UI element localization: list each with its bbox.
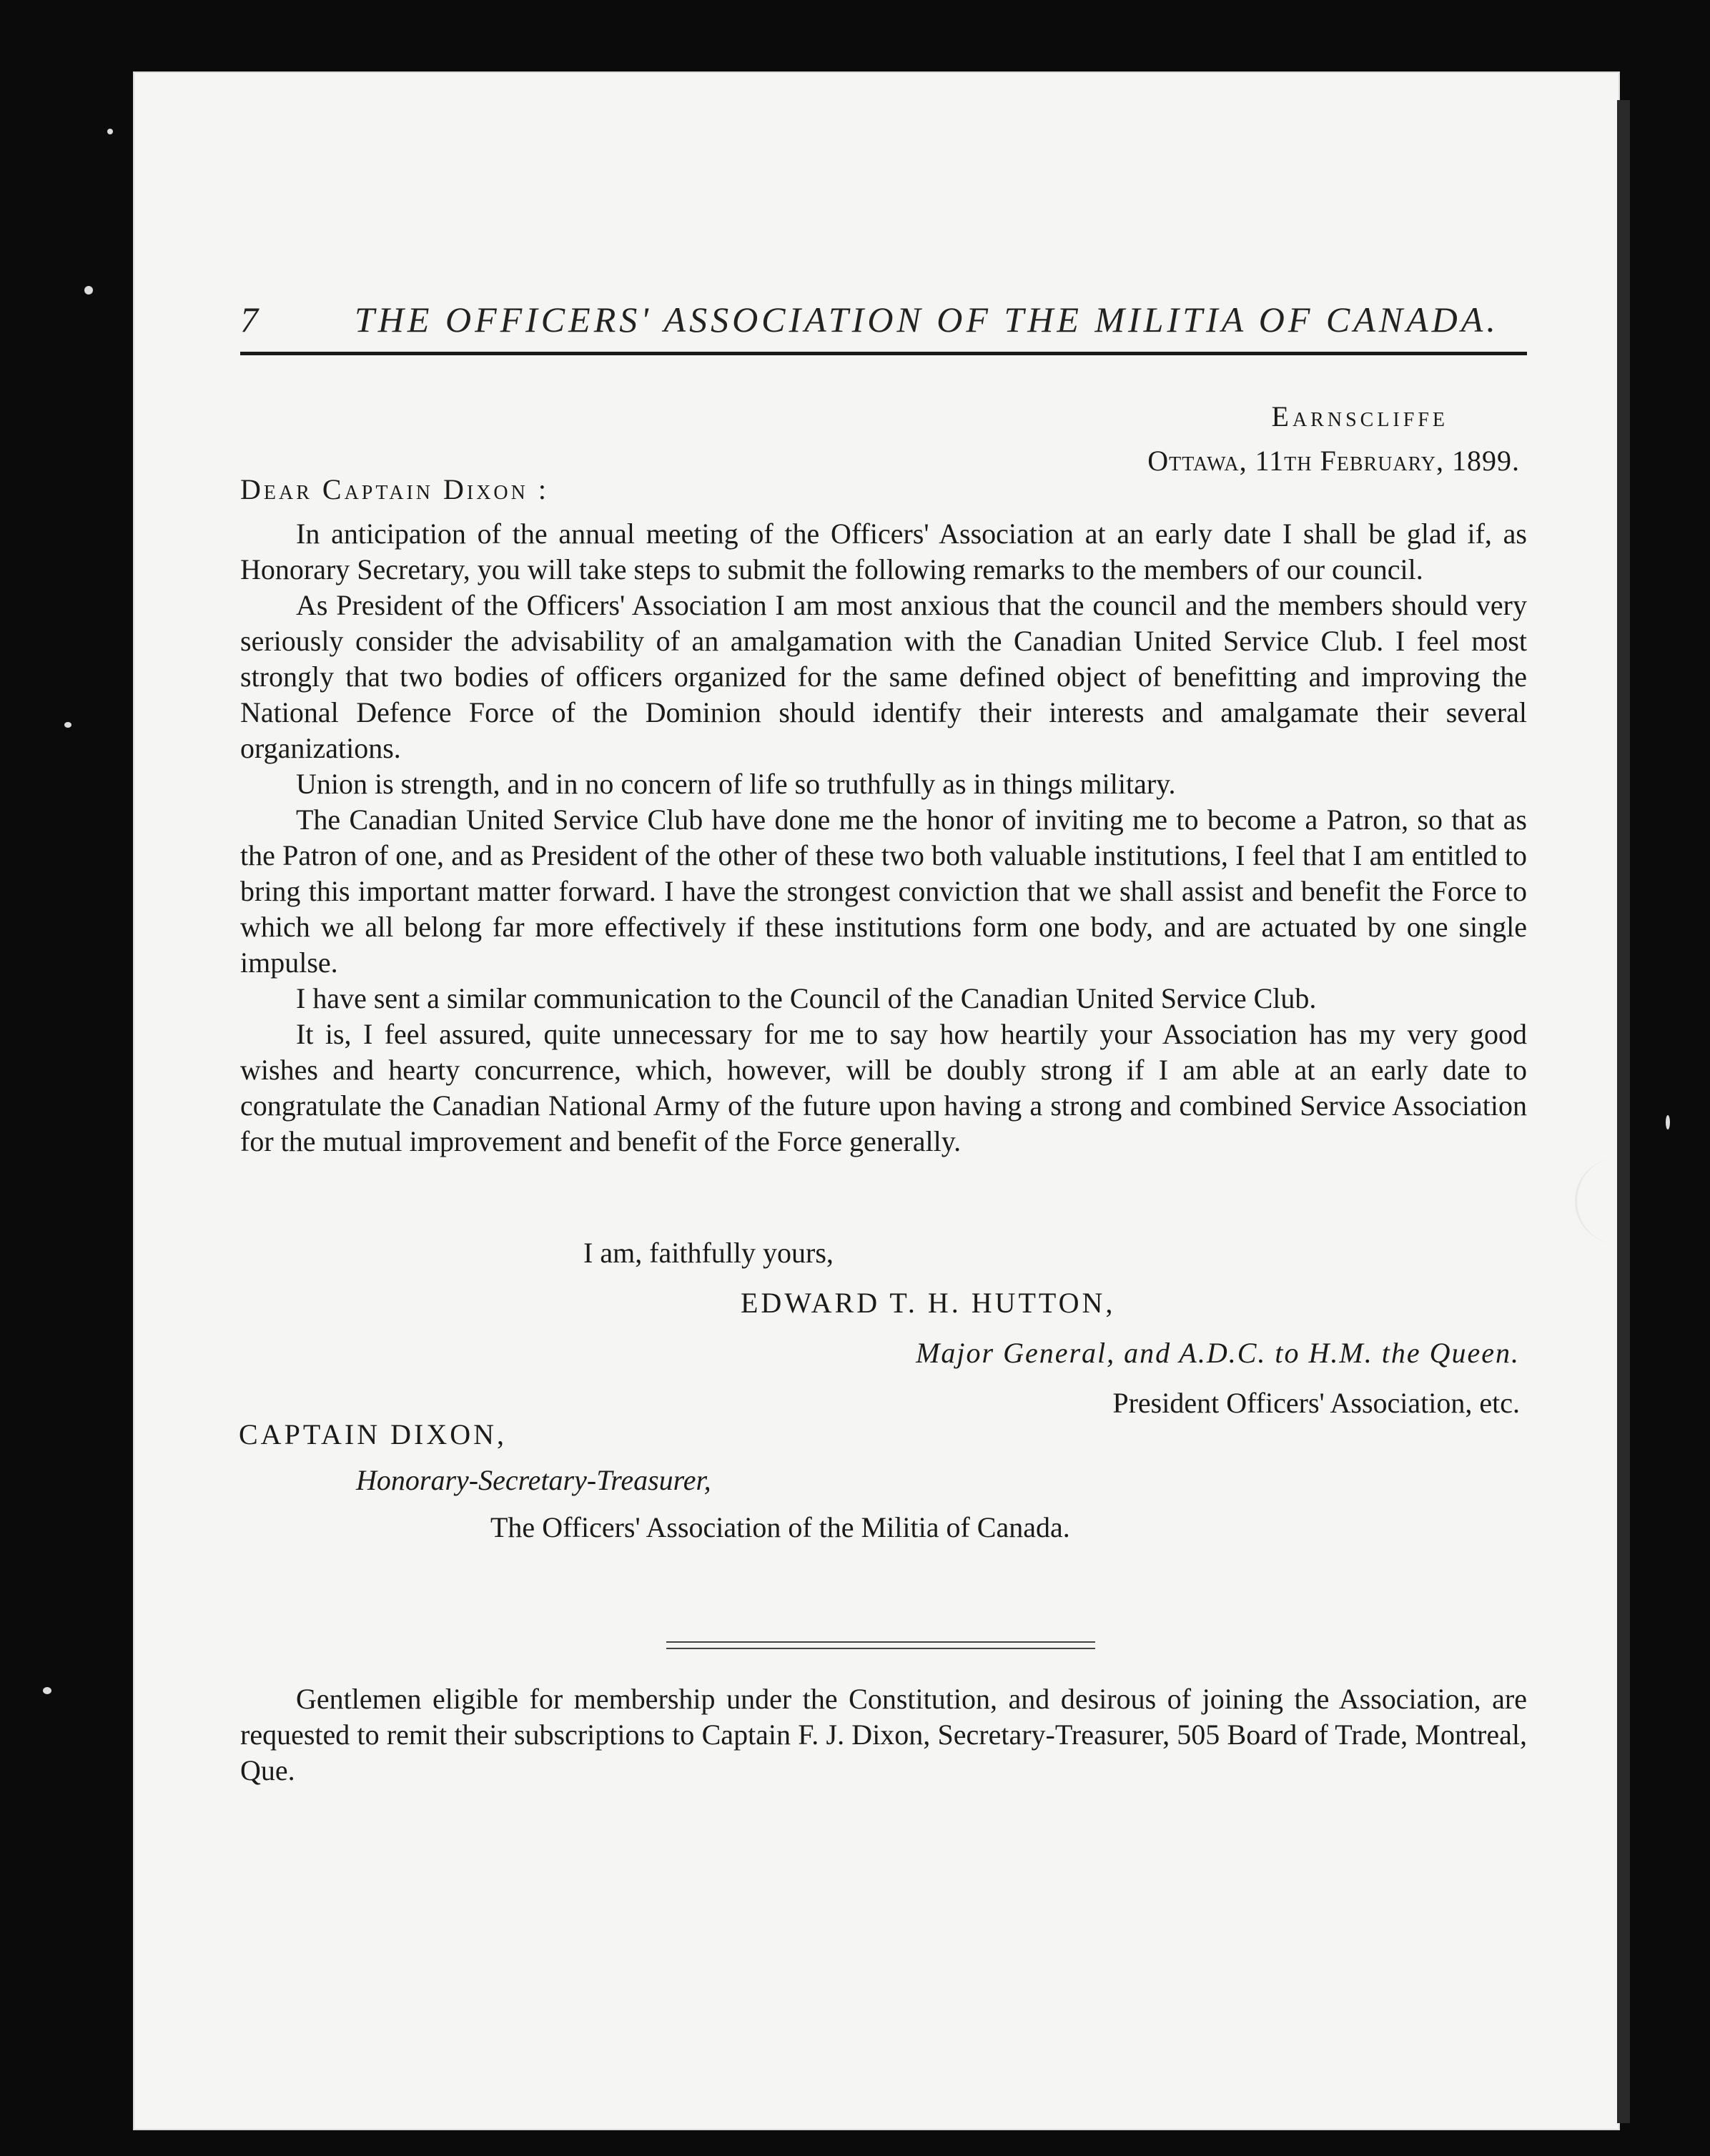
document-page [133, 71, 1620, 2130]
notice-text: Gentlemen eligible for membership under the Constitution, and desirous of joining the Association, are requested to remit their subscriptions to Captain F. J. Dixon, Secretary-Treasurer, 505 Board of Trade, Montreal, Que. [240, 1683, 1527, 1786]
letter-paragraph: I have sent a similar communication to the Council of the Canadian United Service Club. [296, 982, 1317, 1014]
letter-date: Ottawa, 11th February, 1899. [1147, 445, 1520, 477]
page-number: 7 [240, 300, 262, 340]
addressee-organization: The Officers' Association of the Militia of Canada. [490, 1511, 1070, 1543]
letter-salutation: Dear Captain Dixon : [240, 473, 549, 505]
book-spine [1617, 100, 1630, 2123]
header-rule [240, 352, 1527, 355]
letter-paragraph: It is, I feel assured, quite unnecessary for me to say how heartily your Association has my very good wishes and hearty concurrence, which, however, will be doubly strong if I am able at an early date to congratulate the Canadian National Army of the future upon having a strong and combined Service Association for the mutual improvement and benefit of the Force generally. [240, 1018, 1527, 1157]
section-divider [666, 1648, 1095, 1649]
signer-rank: Major General, and A.D.C. to H.M. the Queen. [916, 1337, 1520, 1369]
letter-closing: I am, faithfully yours, [583, 1237, 834, 1269]
section-divider [666, 1641, 1095, 1643]
signer-name: EDWARD T. H. HUTTON, [741, 1287, 1116, 1319]
running-header [240, 299, 1591, 340]
scan-speck [84, 286, 93, 295]
letter-paragraph: As President of the Officers' Association I am most anxious that the council and the members should very seriously consider the advisability of an amalgamation with the Canadian United Service Club. I feel most strongly that two bodies of officers organized for the same defined object of benefitting and improving the National Defence Force of the Dominion should identify their interests and amalgamate their several organizations. [240, 589, 1527, 764]
membership-notice [240, 1681, 1527, 1789]
letter-place: Earnscliffe [1271, 400, 1448, 432]
addressee-title: Honorary-Secretary-Treasurer, [356, 1464, 711, 1496]
letter-paragraph: In anticipation of the annual meeting of the Officers' Association at an early date I shall be glad if, as Honorary Secretary, you will take steps to submit the following remarks to the members of our council. [240, 518, 1527, 585]
page-edge-curve [1575, 1158, 1620, 1244]
signer-title: President Officers' Association, etc. [1112, 1387, 1520, 1419]
scan-speck [64, 722, 71, 728]
addressee-name: CAPTAIN DIXON, [239, 1418, 508, 1450]
letter-body [240, 516, 1527, 1159]
scan-speck [43, 1687, 51, 1694]
scan-speck [1666, 1115, 1670, 1129]
letter-paragraph: The Canadian United Service Club have done me the honor of inviting me to become a Patron, so that as the Patron of one, and as President of the other of these two both valuable institutions, I feel that I am entitled to bring this important matter forward. I have the strongest conviction that we shall assist and benefit the Force to which we all belong far more effectively if these institutions form one body, and are actuated by one single impulse. [240, 803, 1527, 979]
running-title: THE OFFICERS' ASSOCIATION OF THE MILITIA OF CANADA. [355, 300, 1499, 340]
scan-speck [107, 129, 113, 134]
letter-paragraph: Union is strength, and in no concern of life so truthfully as in things military. [296, 768, 1176, 800]
